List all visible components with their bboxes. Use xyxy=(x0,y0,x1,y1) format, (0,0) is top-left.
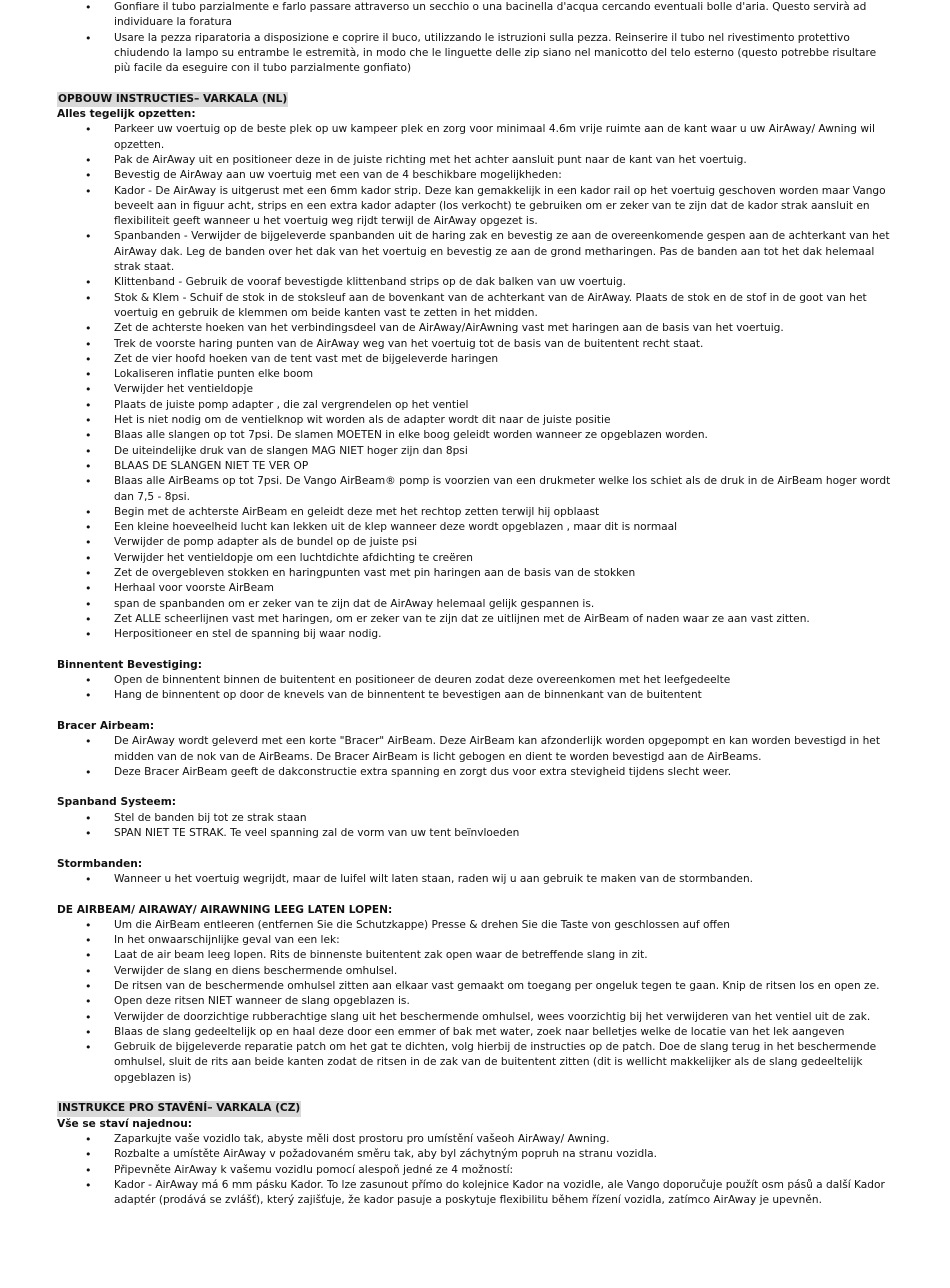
list-item: • Zet de vier hoofd hoeken van de tent vast met de bijgeleverde haringen xyxy=(114,352,894,367)
nl-setup-title: Alles tegelijk opzetten: xyxy=(57,108,196,121)
list-item: • Klittenband - Gebruik de vooraf bevestigde klittenband strips op de dak balken van uw voertuig. xyxy=(114,275,894,290)
list-item: • Gebruik de bijgeleverde reparatie patch om het gat te dichten, volg hierbij de instructies op de patch. Doe de slang terug in het beschermende omhulsel, sluit de rits aan beide kanten zodat de ritsen in de zak van de buitentent zitten (dit is wellicht makkelijker als de slang gedeeltelijk opgeblazen is) xyxy=(114,1040,894,1086)
list-item: • De AirAway wordt geleverd met een korte "Bracer" AirBeam. Deze AirBeam kan afzonderlijk worden opgepompt en kan worden bevestigd in het midden van de nok van de AirBeams. De Bracer AirBeam is licht gebogen en dient te worden bevestigd aan de AirBeams. xyxy=(114,734,894,765)
nl-bracer-title: Bracer Airbeam: xyxy=(57,719,155,732)
list-item: • Begin met de achterste AirBeam en geleidt deze met het rechtop zetten terwijl hij opblaast xyxy=(114,505,894,520)
nl-inner-list xyxy=(0,673,894,704)
list-item: • Open deze ritsen NIET wanneer de slang opgeblazen is. xyxy=(114,994,894,1009)
list-item: • Připevněte AirAway k vašemu vozidlu pomocí alespoň jedné ze 4 možností: xyxy=(114,1163,894,1178)
list-item: • Zet ALLE scheerlijnen vast met haringen, om er zeker van te zijn dat ze uitlijnen met de AirBeam of naden waar ze aan vast zitten. xyxy=(114,612,894,627)
nl-storm-list xyxy=(0,872,894,887)
nl-bracer-list xyxy=(0,734,894,780)
list-item: • span de spanbanden om er zeker van te zijn dat de AirAway helemaal gelijk gespannen is. xyxy=(114,597,894,612)
list-item: • SPAN NIET TE STRAK. Te veel spanning zal de vorm van uw tent beïnvloeden xyxy=(114,826,894,841)
list-item: • Het is niet nodig om de ventielknop wit worden als de adapter wordt dit naar de juiste positie xyxy=(114,413,894,428)
list-item: • De ritsen van de beschermende omhulsel zitten aan elkaar vast gemaakt om toegang per ongeluk tegen te gaan. Knip de ritsen los en open ze. xyxy=(114,979,894,994)
list-item: • Usare la pezza riparatoria a disposizione e coprire il buco, utilizzando le istruzioni sulla pezza. Reinserire il tubo nel rivestimento protettivo chiudendo la lampo su entrambe le estremità, in modo che le linguette delle zip siano nel manicotto del telo esterno (questo potrebbe risultare più facile da eseguire con il tubo parzialmente gonfiato) xyxy=(114,31,894,77)
list-item: • Open de binnentent binnen de buitentent en positioneer de deuren zodat deze overeenkomen met het leefgedeelte xyxy=(114,673,894,688)
list-item: • Wanneer u het voertuig wegrijdt, maar de luifel wilt laten staan, raden wij u aan gebruik te maken van de stormbanden. xyxy=(114,872,894,887)
list-item: • Zaparkujte vaše vozidlo tak, abyste měli dost prostoru pro umístění vašeoh AirAway/ Awning. xyxy=(114,1132,894,1147)
list-item: • Deze Bracer AirBeam geeft de dakconstructie extra spanning en zorgt dus voor extra stevigheid tijdens slecht weer. xyxy=(114,765,894,780)
list-item: • Kador - AirAway má 6 mm pásku Kador. To lze zasunout přímo do kolejnice Kador na vozidle, ale Vango doporučuje použít osm pásů a další Kador adaptér (prodává se zvlášť), který zajišťuje, že kador pasuje a poskytuje flexibilitu během řízení vozidla, zatímco AirAway je upevněn. xyxy=(114,1178,894,1209)
list-item: • Blaas alle slangen op tot 7psi. De slamen MOETEN in elke boog geleidt worden wanneer ze opgeblazen worden. xyxy=(114,428,894,443)
list-item: • Blaas de slang gedeeltelijk op en haal deze door een emmer of bak met water, zoek naar belletjes welke de locatie van het lek aangeven xyxy=(114,1025,894,1040)
list-item: • Stok & Klem - Schuif de stok in de stoksleuf aan de bovenkant van de achterkant van de AirAway. Plaats de stok en de stof in de goot van het voertuig en gebruik de klemmen om beide kanten vast te zetten in het midden. xyxy=(114,291,894,322)
list-item: • Plaats de juiste pomp adapter , die zal vergrendelen op het ventiel xyxy=(114,398,894,413)
list-item: • Stel de banden bij tot ze strak staan xyxy=(114,811,894,826)
list-item: • Bevestig de AirAway aan uw voertuig met een van de 4 beschikbare mogelijkheden: xyxy=(114,168,894,183)
list-item: • Um die AirBeam entleeren (entfernen Sie die Schutzkappe) Presse & drehen Sie die Taste von geschlossen auf offen xyxy=(114,918,894,933)
it-tail-list xyxy=(0,0,894,76)
nl-storm-title: Stormbanden: xyxy=(57,857,143,870)
list-item: • Herpositioneer en stel de spanning bij waar nodig. xyxy=(114,627,894,642)
list-item: • Verwijder de pomp adapter als de bundel op de juiste psi xyxy=(114,535,894,550)
list-item: • Verwijder het ventieldopje om een luchtdichte afdichting te creëren xyxy=(114,551,894,566)
nl-deflate-list xyxy=(0,918,894,1086)
list-item: • BLAAS DE SLANGEN NIET TE VER OP xyxy=(114,459,894,474)
nl-inner-title: Binnentent Bevestiging: xyxy=(57,658,202,671)
list-item: • Lokaliseren inflatie punten elke boom xyxy=(114,367,894,382)
nl-strap-title: Spanband Systeem: xyxy=(57,796,176,809)
list-item: • In het onwaarschijnlijke geval van een lek: xyxy=(114,933,894,948)
cz-section-heading: INSTRUKCE PRO STAVĚNÍ– VARKALA (CZ) xyxy=(57,1101,301,1116)
list-item: • Laat de air beam leeg lopen. Rits de binnenste buitentent zak open waar de betreffende slang in zit. xyxy=(114,948,894,963)
list-item: • Parkeer uw voertuig op de beste plek op uw kampeer plek en zorg voor minimaal 4.6m vrije ruimte aan de kant waar u uw AirAway/ Awning wil opzetten. xyxy=(114,122,894,153)
list-item: • Kador - De AirAway is uitgerust met een 6mm kador strip. Deze kan gemakkelijk in een kador rail op het voertuig geschoven worden maar Vango beveelt aan in figuur acht, strips en een extra kador adapter (los verkocht) te gebruiken om er zeker van te zijn dat de kador strak aansluit en flexibiliteit geeft wanneer u het voertuig weg rijdt terwijl de AirAway opgezet is. xyxy=(114,184,894,230)
list-item: • Spanbanden - Verwijder de bijgeleverde spanbanden uit de haring zak en bevestig ze aan de overeenkomende gespen aan de achterkant van het AirAway dak. Leg de banden over het dak van het voertuig en bevestig ze aan de grond metharingen. Pas de banden aan tot het dak helemaal strak staat. xyxy=(114,229,894,275)
list-item: • De uiteindelijke druk van de slangen MAG NIET hoger zijn dan 8psi xyxy=(114,444,894,459)
nl-section-heading: OPBOUW INSTRUCTIES– VARKALA (NL) xyxy=(57,92,288,107)
cz-setup-list xyxy=(0,1132,894,1208)
list-item: • Zet de achterste hoeken van het verbindingsdeel van de AirAway/AirAwning vast met haringen aan de basis van het voertuig. xyxy=(114,321,894,336)
list-item: • Verwijder de doorzichtige rubberachtige slang uit het beschermende omhulsel, wees voorzichtig bij het verwijderen van het ventiel uit de zak. xyxy=(114,1010,894,1025)
list-item: • Pak de AirAway uit en positioneer deze in de juiste richting met het achter aansluit punt naar de kant van het voertuig. xyxy=(114,153,894,168)
list-item: • Verwijder het ventieldopje xyxy=(114,382,894,397)
list-item: • Gonfiare il tubo parzialmente e farlo passare attraverso un secchio o una bacinella d'acqua cercando eventuali bolle d'aria. Questo servirà ad individuare la foratura xyxy=(114,0,894,31)
list-item: • Hang de binnentent op door de knevels van de binnentent te bevestigen aan de binnenkant van de buitentent xyxy=(114,688,894,703)
nl-setup-list xyxy=(0,122,894,642)
list-item: • Blaas alle AirBeams op tot 7psi. De Vango AirBeam® pomp is voorzien van een drukmeter welke los schiet als de druk in de AirBeam hoger wordt dan 7,5 - 8psi. xyxy=(114,474,894,505)
list-item: • Zet de overgebleven stokken en haringpunten vast met pin haringen aan de basis van de stokken xyxy=(114,566,894,581)
list-item: • Een kleine hoeveelheid lucht kan lekken uit de klep wanneer deze wordt opgeblazen , maar dit is normaal xyxy=(114,520,894,535)
cz-setup-title: Vše se staví najednou: xyxy=(57,1117,192,1130)
list-item: • Trek de voorste haring punten van de AirAway weg van het voertuig tot de basis van de buitentent recht staat. xyxy=(114,337,894,352)
nl-deflate-title: DE AIRBEAM/ AIRAWAY/ AIRAWNING LEEG LATEN LOPEN: xyxy=(57,903,393,916)
list-item: • Verwijder de slang en diens beschermende omhulsel. xyxy=(114,964,894,979)
list-item: • Herhaal voor voorste AirBeam xyxy=(114,581,894,596)
list-item: • Rozbalte a umístěte AirAway v požadovaném směru tak, aby byl záchytným popruh na stranu vozidla. xyxy=(114,1147,894,1162)
nl-strap-list xyxy=(0,811,894,842)
